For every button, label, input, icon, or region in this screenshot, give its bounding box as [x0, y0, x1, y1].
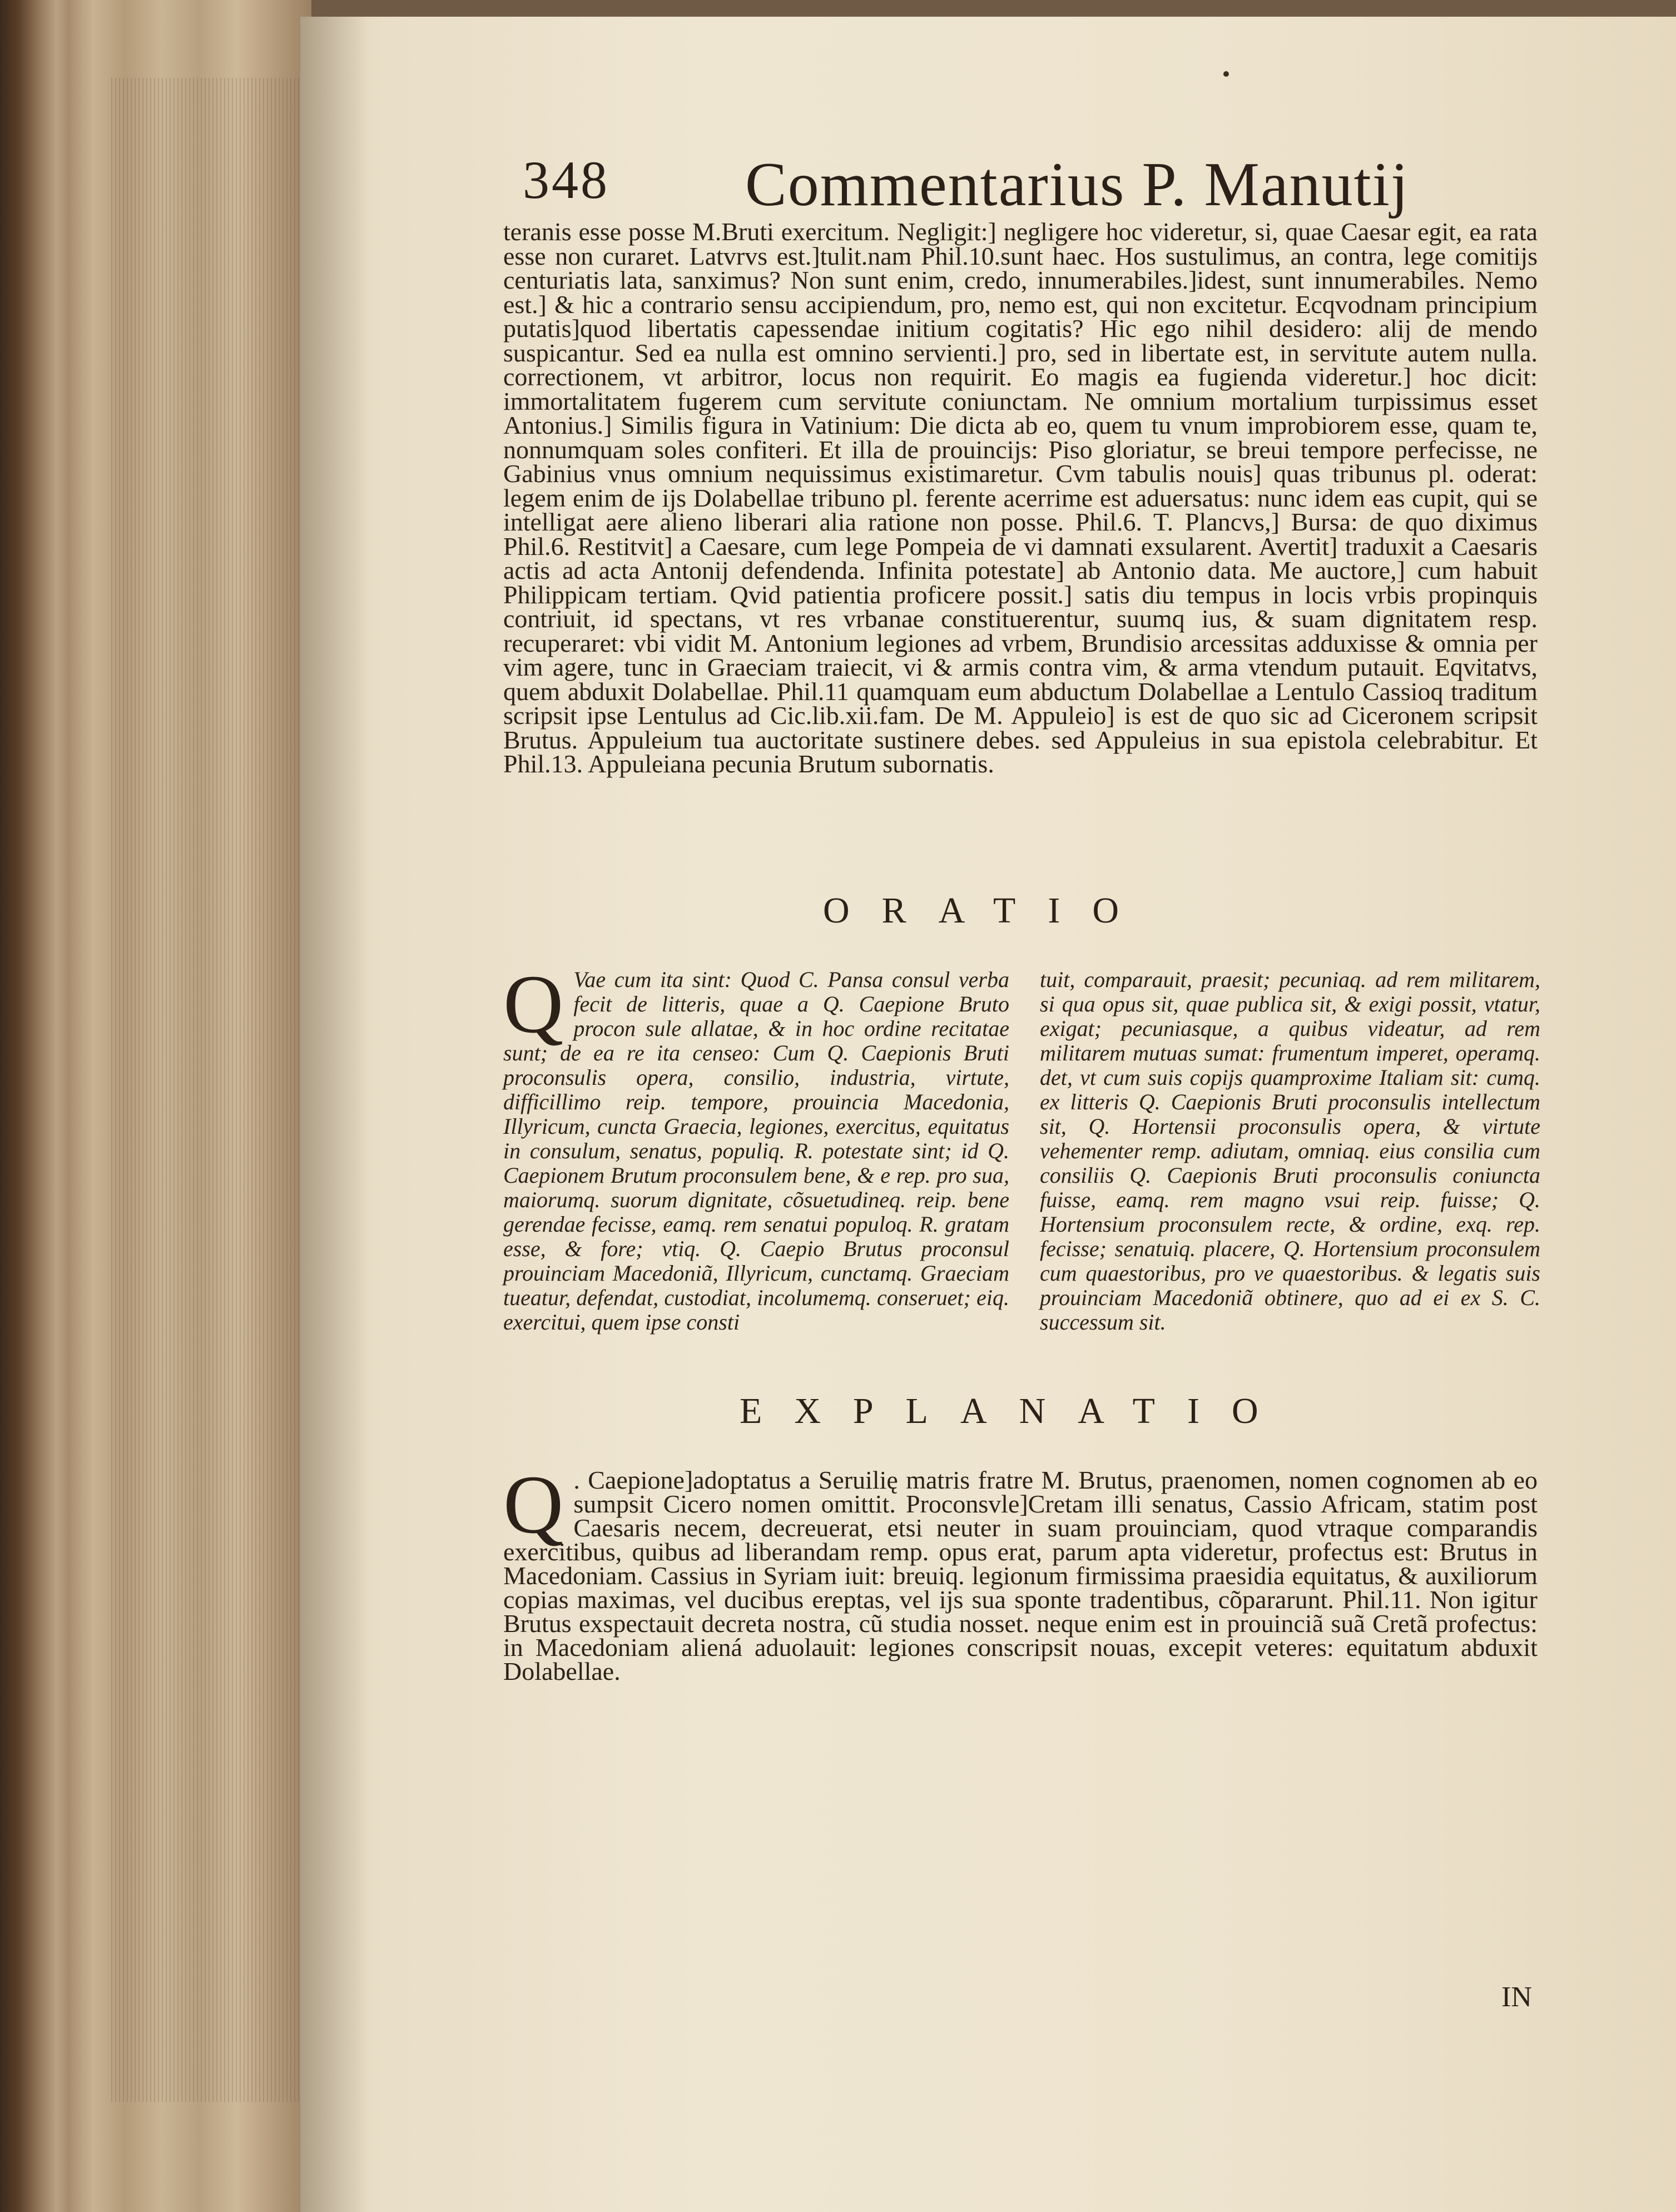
book-page-edges [0, 0, 311, 2212]
explanatio-text: . Caepione]adoptatus a Seruilię matris fratre M. Brutus, praenomen, nomen cognomen ab eo sumpsit Cicero nomen omittit. Proconsvle]Cretam illi senatus, Cassio Africam, statim post Caesaris necem, decreuerat, etsi neuter in suam prouinciam, quod vtraque comparandis exercitibus, quibus ad liberandam remp. opus erat, parum apta videretur, profectus est: Brutus in Macedoniam. Cassius in Syriam iuit: breuiq. legionum firmissima praesidia equitatus, & auxiliorum copias maximas, vel ducibus ereptas, vel ijs sua sponte tradentibus, cõpararunt. Phil.11. Non igitur Brutus exspectauit decreta nostra, cũ studia nosset. neque enim est in prouinciã suã Cretã profectus: in Macedoniam aliená aduolauit: legiones conscripsit nouas, excepit veteres: equitatum abduxit Dolabellae. [503, 1466, 1538, 1685]
ink-spot [1223, 71, 1229, 77]
explanatio-body [503, 1459, 1538, 1685]
heading-oratio: ORATIO [823, 890, 1151, 931]
oratio-dropcap: Q [503, 958, 564, 1050]
oratio-left-text: Vae cum ita sint: Quod C. Pansa consul verba fecit de litteris, quae a Q. Caepione Bruto procon sule allatae, & in hoc ordine recitatae sunt; de ea re ita censeo: Cum Q. Caepionis Bruti proconsulis opera, consilio, industria, virtute, difficillimo reip. tempore, prouincia Macedonia, Illyricum, cuncta Graecia, legiones, exercitus, equitatus in consulum, senatus, populiq. R. potestate sint; id Q. Caepionem Brutum proconsulem bene, & e rep. pro sua, maiorumq. suorum dignitate, cõsuetudineq. reip. bene gerendae fecisse, eamq. rem senatui populoq. R. gratam esse, & fore; vtiq. Q. Caepio Brutus proconsul prouinciam Macedoniã, Illyricum, cunctamq. Graeciam tueatur, defendat, custodiat, incolumemq. conseruet; eiq. exercitui, quem ipse consti [503, 967, 1009, 1335]
page-number: 348 [523, 150, 609, 210]
oratio-right-column [1040, 968, 1540, 1335]
heading-explanatio: EXPLANATIO [740, 1391, 1291, 1431]
explanatio-dropcap: Q [503, 1459, 564, 1551]
gutter-shadow [300, 17, 367, 2212]
commentary-body [503, 217, 1538, 778]
oratio-right-text: tuit, comparauit, praesit; pecuniaq. ad rem militarem, si qua opus sit, quae publica sit, & exigi possit, vtatur, exigat; pecuniasque, a quibus videatur, ad rem militarem mutuas sumat: frumentum imperet, operamq. det, vt cum suis copijs quamproxime Italiam sit: cumq. ex litteris Q. Caepionis Bruti proconsulis intellectum sit, Q. Hortensii proconsulis opera, & virtute vehementer remp. adiutam, omniaq. eius consilia cum consiliis Q. Caepionis Bruti proconsulis coniuncta fuisse, eamq. rem magno vsui reip. fuisse; Q. Hortensium proconsulem recte, & ordine, exq. rep. fecisse; senatuiq. placere, Q. Hortensium proconsulem cum quaestoribus, pro ve quaestoribus. & legatis suis prouinciam Macedoniã obtinere, quo ad ei ex S. C. successum sit. [1040, 967, 1540, 1335]
oratio-left-column [503, 958, 1009, 1335]
catchword: IN [1501, 1981, 1532, 2013]
running-title: Commentarius P. Manutij [745, 150, 1409, 219]
commentary-paragraph: teranis esse posse M.Bruti exercitum. Negligit:] negligere hoc videretur, si, quae Caesar egit, ea rata esse non curaret. Latvrvs est.]tulit.nam Phil.10.sunt haec. Hos sustulimus, an contra, lege comitijs centuriatis lata, sanximus? Non sunt enim, credo, innumerabiles.]idest, sunt innumerabiles. Nemo est.] & hic a contrario sensu accipiendum, pro, nemo est, qui non excitetur. Ecqvodnam principium putatis]quod libertatis capessendae initium cogitatis? Hic ego nihil desidero: alij de mendo suspicantur. Sed ea nulla est omnino servienti.] pro, sed in libertate est, in servitute autem nulla. correctionem, vt arbitror, locus non requirit. Eo magis ea fugienda videretur.] hoc dicit: immortalitatem fugerem cum servitute coniunctam. Ne omnium mortalium turpissimus esset Antonius.] Similis figura in Vatinium: Die dicta ab eo, quem tu vnum improbiorem esse, quam te, nonnumquam soles confiteri. Et illa de prouincijs: Piso gloriatur, se breui tempore perfecisse, ne Gabinius vnus omnium nequissimus existimaretur. Cvm tabulis nouis] quas tribunus pl. oderat: legem enim de ijs Dolabellae tribuno pl. ferente acerrime est aduersatus: nunc idem eas cupit, qui se intelligat aere alieno liberari alia ratione non posse. Phil.6. T. Plancvs,] Bursa: de quo diximus Phil.6. Restitvit] a Caesare, cum lege Pompeia de vi damnati exsularent. Avertit] traduxit a Caesaris actis ad acta Antonij defendenda. Infinita potestate] ab Antonio data. Me auctore,] cum habuit Philippicam tertiam. Qvid patientia proficere possit.] satis diu tempus in locis vrbis propinquis contriuit, id spectans, vt res vrbanae constituerentur, suumq ius, & suam dignitatem resp. recuperaret: vbi vidit M. Antonium legiones ad vrbem, Brundisio arcessitas adduxisse & omnia per vim agere, tunc in Graeciam traiecit, vi & armis contra vim, & arma vtendum putauit. Eqvitatvs, quem abduxit Dolabellae. Phil.11 quamquam eum abductum Dolabellae a Lentulo Cassioq traditum scripsit ipse Lentulus ad Cic.lib.xii.fam. De M. Appuleio] is est de quo sic ad Ciceronem scripsit Brutus. Appuleium tua auctoritate sustinere debes. sed Appuleius in sua epistola celebrabitur. Et Phil.13. Appuleiana pecunia Brutum subornatis. [503, 217, 1538, 778]
